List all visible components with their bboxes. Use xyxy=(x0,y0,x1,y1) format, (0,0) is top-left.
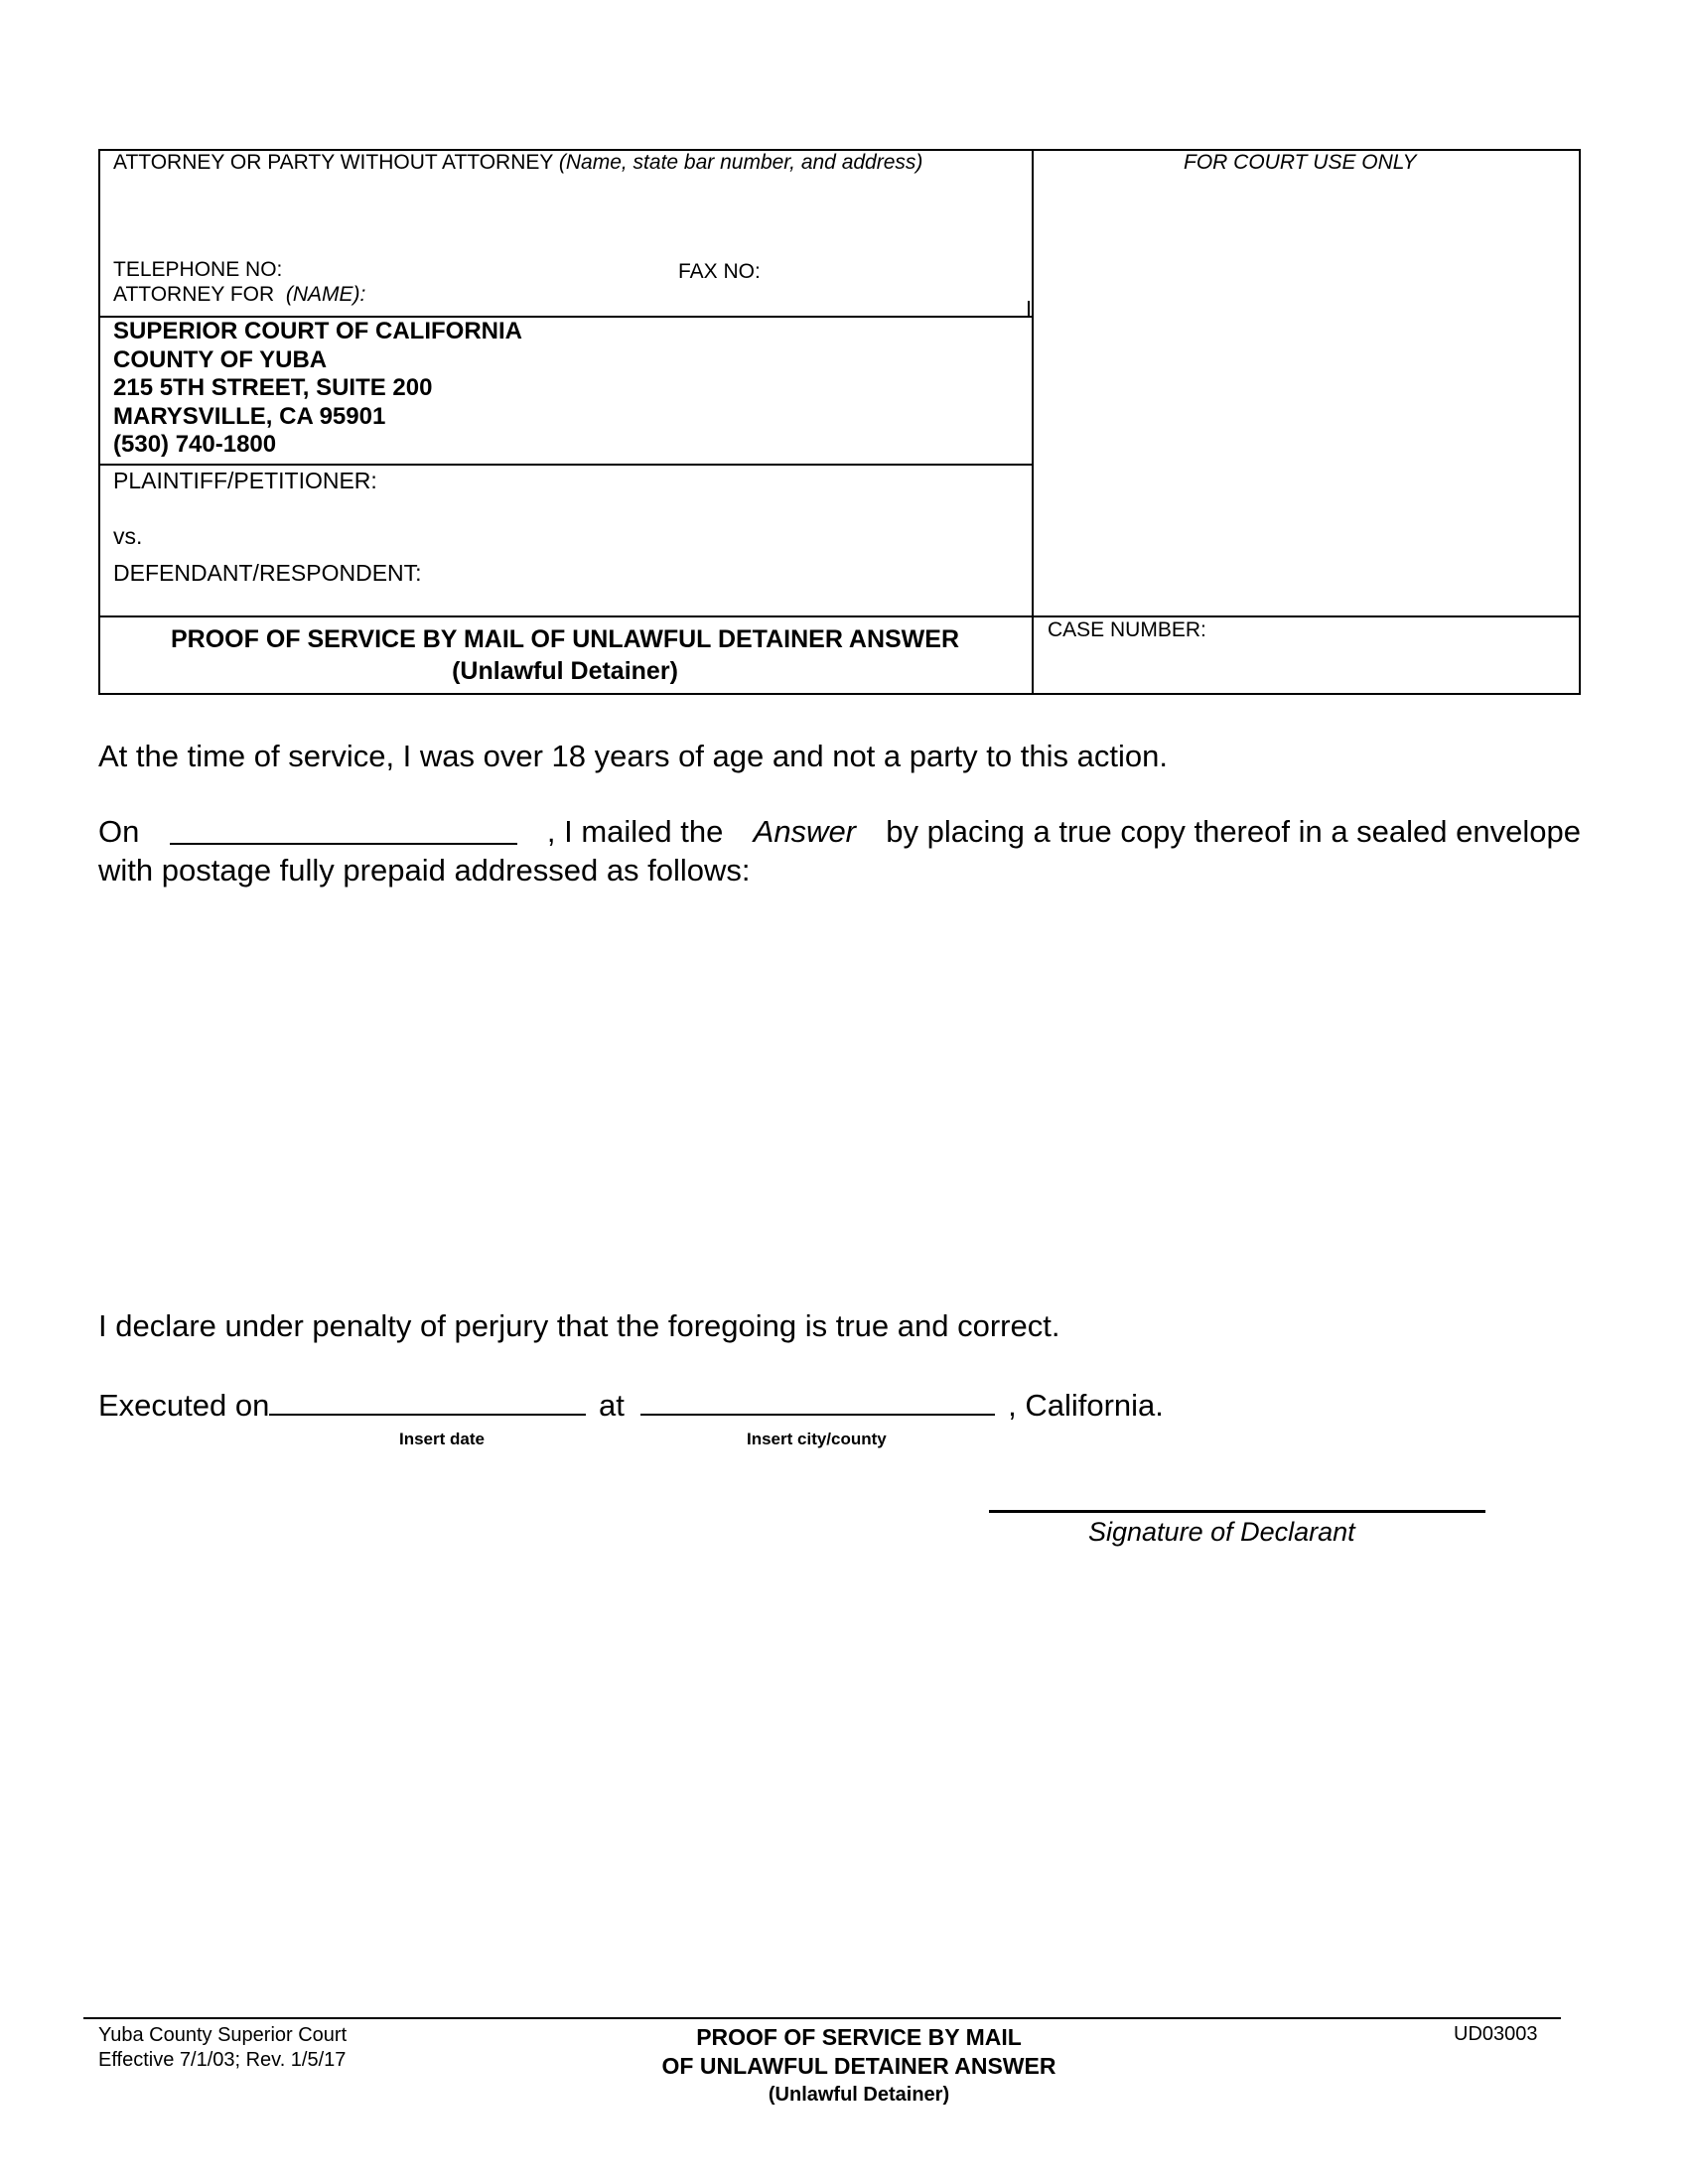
attorney-hint: (Name, state bar number, and address) xyxy=(558,151,923,174)
footer-rule xyxy=(83,2017,1561,2019)
executed-line xyxy=(98,1384,1164,1425)
court-phone: (530) 740-1800 xyxy=(113,431,277,458)
caption-divider-vertical xyxy=(1032,149,1034,695)
court-city: MARYSVILLE, CA 95901 xyxy=(113,402,386,430)
fax-label: FAX NO: xyxy=(678,260,761,283)
form-number: UD03003 xyxy=(1454,2023,1538,2045)
mailed-text-2: by placing a true copy thereof in a sealed envelope xyxy=(886,814,1581,849)
service-date-blank[interactable] xyxy=(170,813,517,845)
signature-label: Signature of Declarant xyxy=(1088,1517,1355,1547)
california-label: , California. xyxy=(1008,1388,1164,1423)
court-street: 215 5TH STREET, SUITE 200 xyxy=(113,374,433,401)
footer-title-line-3: (Unlawful Detainer) xyxy=(768,2084,950,2106)
insert-date-hint: Insert date xyxy=(399,1430,485,1448)
on-label: On xyxy=(98,814,140,849)
at-label: at xyxy=(598,1388,625,1423)
signature-line[interactable] xyxy=(989,1510,1485,1513)
case-number-label: CASE NUMBER: xyxy=(1048,618,1206,641)
executed-on-label: Executed on xyxy=(98,1388,270,1423)
attorney-label: ATTORNEY OR PARTY WITHOUT ATTORNEY (Name, state bar number, and address) xyxy=(113,151,923,174)
attorney-for-label: ATTORNEY FOR (NAME): xyxy=(113,283,366,306)
telephone-label: TELEPHONE NO: xyxy=(113,258,283,281)
footer-title xyxy=(596,2023,1122,2110)
court-box-bottom-rule xyxy=(98,464,1034,466)
court-county: COUNTY OF YUBA xyxy=(113,345,328,373)
attorney-for-hint: (NAME): xyxy=(285,283,366,306)
footer-title-line-1: PROOF OF SERVICE BY MAIL xyxy=(696,2024,1022,2050)
executed-city-blank[interactable] xyxy=(640,1384,995,1416)
answer-word: Answer xyxy=(753,814,857,849)
court-address-block xyxy=(113,318,522,460)
attorney-box-step xyxy=(1028,301,1030,318)
vs-label: vs. xyxy=(113,523,143,549)
age-statement: At the time of service, I was over 18 years of age and not a party to this action. xyxy=(98,739,1168,773)
footer-effective-date: Effective 7/1/03; Rev. 1/5/17 xyxy=(98,2049,347,2071)
court-name: SUPERIOR COURT OF CALIFORNIA xyxy=(113,318,522,344)
footer-court-name: Yuba County Superior Court xyxy=(98,2024,348,2046)
form-title-line-1: PROOF OF SERVICE BY MAIL OF UNLAWFUL DETAINER ANSWER xyxy=(170,625,960,653)
footer-left xyxy=(98,2023,347,2073)
mailing-statement-line-1 xyxy=(98,813,1581,851)
form-title xyxy=(99,623,1031,687)
court-use-label: FOR COURT USE ONLY xyxy=(1184,151,1417,174)
mailed-text-1: , I mailed the xyxy=(546,814,724,849)
form-title-line-2: (Unlawful Detainer) xyxy=(452,657,678,685)
title-row-top-rule xyxy=(98,615,1581,617)
mailing-statement-line-2: with postage fully prepaid addressed as follows: xyxy=(98,853,751,887)
plaintiff-label: PLAINTIFF/PETITIONER: xyxy=(113,468,377,493)
insert-city-hint: Insert city/county xyxy=(747,1430,887,1448)
declare-statement: I declare under penalty of perjury that the foregoing is true and correct. xyxy=(98,1308,1060,1343)
defendant-label: DEFENDANT/RESPONDENT: xyxy=(113,560,422,586)
executed-date-blank[interactable] xyxy=(269,1384,586,1416)
footer-title-line-2: OF UNLAWFUL DETAINER ANSWER xyxy=(661,2053,1056,2079)
